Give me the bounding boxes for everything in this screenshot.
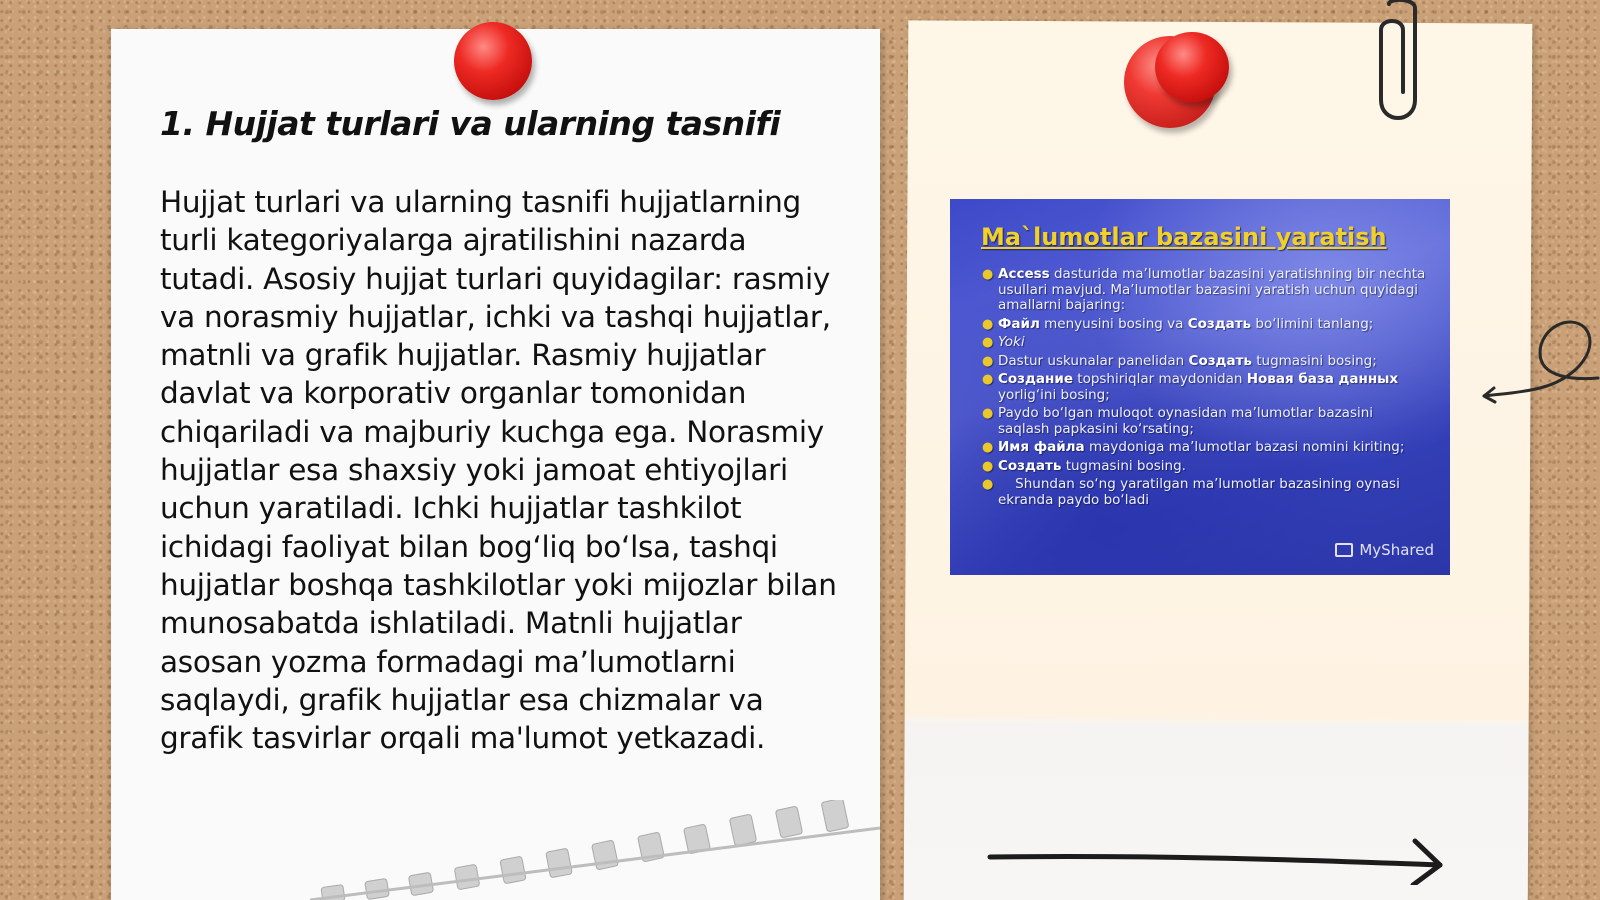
slide-title: Ma`lumotlar bazasini yaratish <box>981 223 1387 251</box>
list-item: ● Yoki <box>982 334 1025 350</box>
bullet-icon: ● <box>982 335 994 350</box>
paper-clip-icon <box>1375 0 1425 125</box>
bullet-icon: ● <box>982 440 994 455</box>
bullet-icon: ● <box>982 477 994 492</box>
bullet-icon: ● <box>982 458 994 474</box>
bullet-icon: ● <box>982 353 994 369</box>
push-pin-icon <box>454 22 532 100</box>
watermark: MyShared <box>1335 541 1434 559</box>
bullet-icon: ● <box>982 316 994 332</box>
list-item: ● Shundan so‘ng yaratilgan ma’lumotlar bazasining oynasi ekranda paydo bo‘ladi <box>982 476 1405 508</box>
slide-image <box>950 199 1450 575</box>
list-item: ● Paydo bo‘lgan muloqot oynasidan ma’lumotlar bazasini saqlash papkasini ko‘rsating; <box>982 405 1374 437</box>
list-item: ● Dastur uskunalar panelidan Создать tugmasini bosing; <box>982 352 1377 369</box>
curly-arrow-icon <box>1480 308 1600 408</box>
slide-bullet-list <box>970 267 1428 511</box>
presentation-icon <box>1335 543 1353 557</box>
right-arrow-icon <box>985 835 1445 885</box>
list-item: ● Access dasturida ma’lumotlar bazasini yaratishning bir nechta usullari mavjud. Ma’lumotlar bazasini yaratish uchun quyidagi amallarni bajaring: <box>982 266 1426 313</box>
bullet-icon: ● <box>982 267 994 282</box>
list-item: ● Создать tugmasini bosing. <box>982 457 1186 474</box>
bullet-icon: ● <box>982 372 994 387</box>
body-paragraph: Hujjat turlari va ularning tasnifi hujjatlarning turli kategoriyalarga ajratilishini nazarda tutadi. Asosiy hujjat turlari quyidagilar: rasmiy va norasmiy hujjatlar, ichki va tashqi hujjatlar, matnli va grafik hujjatlar. Rasmiy hujjatlar davlat va korporativ organlar tomonidan chiqariladi va majburiy kuchga ega. Norasmiy hujjatlar esa shaxsiy yoki jamoat ehtiyojlari uchun yaratiladi. Ichki hujjatlar tashkilot ichidagi faoliyat bilan bog‘liq bo‘lsa, tashqi hujjatlar boshqa tashkilotlar yoki mijozlar bilan munosabatda ishlatiladi. Matnli hujjatlar asosan yozma formadagi ma’lumotlarni saqlaydi, grafik hujjatlar esa chizmalar va grafik tasvirlar orqali ma'lumot yetkazadi. <box>160 185 837 756</box>
section-title: 1. Hujjat turlari va ularning tasnifi <box>160 104 781 143</box>
list-item: ● Файл menyusini bosing va Создать bo‘limini tanlang; <box>982 315 1374 332</box>
list-item: ● Создание topshiriqlar maydonidan Новая база данных yorlig‘ini bosing; <box>982 371 1399 403</box>
list-item: ● Имя файла maydoniga ma’lumotlar bazasi nomini kiriting; <box>982 439 1405 455</box>
push-pin-icon <box>1155 32 1229 102</box>
spiral-binding-decoration <box>310 800 880 900</box>
bullet-icon: ● <box>982 406 994 421</box>
